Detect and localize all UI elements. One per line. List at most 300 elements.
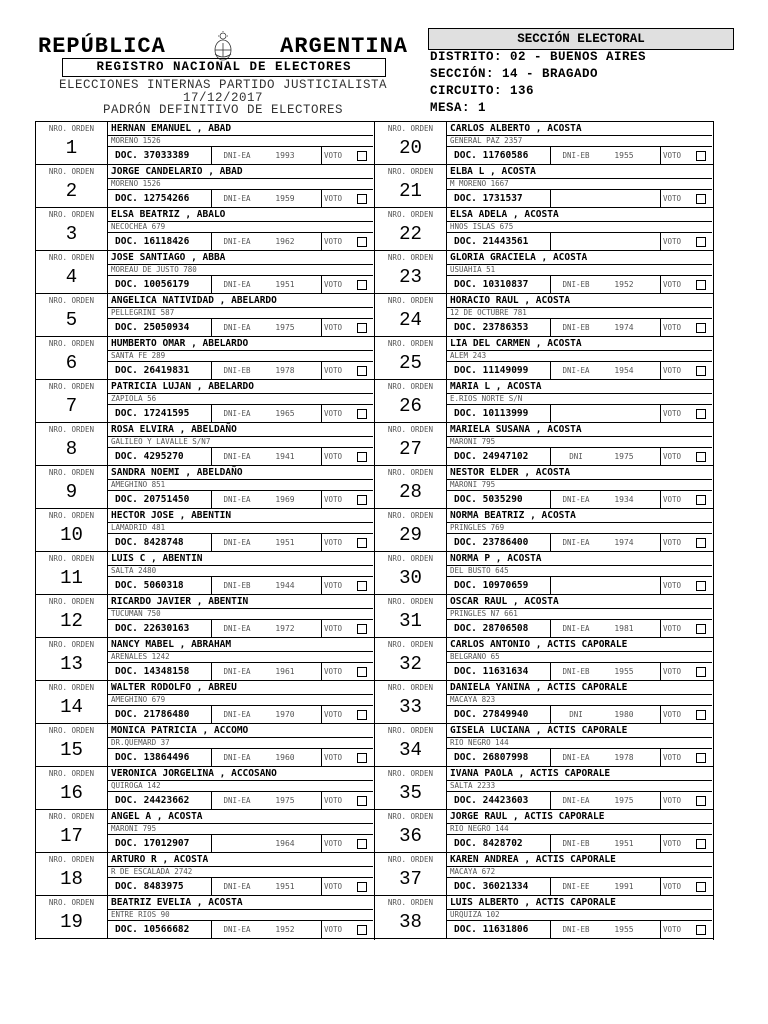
document-number: DOC. 8428702 (454, 838, 523, 849)
divider (321, 448, 322, 465)
document-row (108, 576, 373, 594)
voter-record (36, 122, 374, 165)
document-number: DOC. 24423662 (115, 795, 190, 806)
voter-address: AMEGHINO 851 (111, 480, 166, 489)
voter-record (375, 638, 713, 681)
voto-label: VOTO (663, 925, 682, 934)
voter-record (36, 853, 374, 896)
orden-cell (375, 896, 447, 938)
divider (660, 878, 661, 895)
document-type: DNI-EA (223, 882, 251, 891)
voto-checkbox[interactable] (696, 409, 706, 419)
divider (660, 663, 661, 680)
voter-address: LAMADRID 481 (111, 523, 166, 532)
voter-name: NORMA P , ACOSTA (450, 553, 542, 564)
document-type: DNI-EA (223, 280, 251, 289)
voter-address: QUIROGA 142 (111, 781, 161, 790)
voter-column-right (375, 122, 713, 940)
orden-number: 37 (399, 868, 422, 890)
orden-number: 16 (60, 782, 83, 804)
document-row (447, 404, 712, 422)
voto-label: VOTO (324, 624, 343, 633)
orden-number: 15 (60, 739, 83, 761)
voter-name: HORACIO RAUL , ACOSTA (450, 295, 571, 306)
padron-line: PADRÓN DEFINITIVO DE ELECTORES (102, 103, 344, 117)
voto-checkbox[interactable] (696, 280, 706, 290)
voto-checkbox[interactable] (357, 280, 367, 290)
divider (660, 190, 661, 207)
document-number: DOC. 24947102 (454, 451, 529, 462)
voto-label: VOTO (324, 796, 343, 805)
voto-checkbox[interactable] (696, 710, 706, 720)
voto-checkbox[interactable] (696, 323, 706, 333)
document-row (447, 318, 712, 336)
voto-checkbox[interactable] (357, 495, 367, 505)
divider (321, 362, 322, 379)
birth-year: 1955 (614, 151, 634, 160)
voto-checkbox[interactable] (357, 882, 367, 892)
divider (211, 534, 212, 551)
divider (321, 405, 322, 422)
voter-name: VERONICA JORGELINA , ACCOSANO (111, 768, 277, 779)
birth-year: 1952 (614, 280, 634, 289)
nro-orden-label: NRO. ORDEN (387, 468, 434, 477)
voter-address: M MORENO 1667 (450, 179, 509, 188)
nro-orden-label: NRO. ORDEN (387, 511, 434, 520)
orden-cell (375, 552, 447, 594)
voter-record (36, 380, 374, 423)
document-number: DOC. 26807998 (454, 752, 529, 763)
voto-checkbox[interactable] (357, 581, 367, 591)
document-number: DOC. 26419831 (115, 365, 190, 376)
orden-cell (36, 681, 108, 723)
orden-number: 23 (399, 266, 422, 288)
orden-number: 36 (399, 825, 422, 847)
orden-cell (36, 251, 108, 293)
voter-name: HERNAN EMANUEL , ABAD (111, 123, 232, 134)
title-right: ARGENTINA (280, 33, 408, 59)
voter-record (375, 552, 713, 595)
document-row (447, 490, 712, 508)
divider (211, 405, 212, 422)
document-row (447, 361, 712, 379)
voter-record (36, 208, 374, 251)
voter-record (375, 337, 713, 380)
birth-year: 1951 (275, 882, 295, 891)
divider (660, 147, 661, 164)
orden-number: 20 (399, 137, 422, 159)
divider (660, 405, 661, 422)
document-row (447, 189, 712, 207)
orden-number: 28 (399, 481, 422, 503)
election-line: ELECCIONES INTERNAS PARTIDO JUSTICIALISTA (58, 78, 388, 92)
document-number: DOC. 27849940 (454, 709, 529, 720)
voto-checkbox[interactable] (696, 538, 706, 548)
document-row (447, 576, 712, 594)
voter-record (375, 423, 713, 466)
voto-checkbox[interactable] (357, 452, 367, 462)
document-number: DOC. 5060318 (115, 580, 184, 591)
voter-record (375, 724, 713, 767)
document-row (447, 275, 712, 293)
divider (660, 921, 661, 938)
voto-checkbox[interactable] (696, 151, 706, 161)
document-row (447, 619, 712, 637)
voter-name: MARIA L , ACOSTA (450, 381, 542, 392)
divider (550, 276, 551, 293)
divider (321, 534, 322, 551)
birth-year: 1975 (275, 323, 295, 332)
voto-label: VOTO (324, 452, 343, 461)
voto-label: VOTO (324, 667, 343, 676)
divider (211, 835, 212, 852)
divider (550, 577, 551, 594)
voter-name: ELSA ADELA , ACOSTA (450, 209, 559, 220)
voter-name: ANGEL A , ACOSTA (111, 811, 203, 822)
divider (550, 362, 551, 379)
document-number: DOC. 1731537 (454, 193, 523, 204)
divider (321, 577, 322, 594)
birth-year: 1960 (275, 753, 295, 762)
voto-checkbox[interactable] (696, 194, 706, 204)
nro-orden-label: NRO. ORDEN (48, 812, 95, 821)
document-number: DOC. 11631634 (454, 666, 529, 677)
document-type: DNI-EA (562, 753, 590, 762)
birth-year: 1951 (275, 538, 295, 547)
birth-year: 1978 (275, 366, 295, 375)
orden-number: 10 (60, 524, 83, 546)
voter-address: SANTA FE 289 (111, 351, 166, 360)
orden-number: 24 (399, 309, 422, 331)
voto-checkbox[interactable] (357, 366, 367, 376)
birth-year: 1944 (275, 581, 295, 590)
document-type: DNI-EA (562, 796, 590, 805)
document-type: DNI (569, 710, 583, 719)
voto-checkbox[interactable] (357, 667, 367, 677)
voto-checkbox[interactable] (696, 452, 706, 462)
orden-cell (375, 122, 447, 164)
divider (660, 276, 661, 293)
birth-year: 1978 (614, 753, 634, 762)
voter-address: PELLEGRINI 587 (111, 308, 175, 317)
voter-name: JORGE RAUL , ACTIS CAPORALE (450, 811, 605, 822)
voter-address: RIO NEGRO 144 (450, 738, 509, 747)
voter-record (375, 122, 713, 165)
voter-record (375, 165, 713, 208)
voto-label: VOTO (663, 753, 682, 762)
document-number: DOC. 37033389 (115, 150, 190, 161)
document-row (108, 748, 373, 766)
divider (321, 878, 322, 895)
voto-checkbox[interactable] (357, 753, 367, 763)
nro-orden-label: NRO. ORDEN (387, 683, 434, 692)
voter-record (375, 810, 713, 853)
document-row (108, 877, 373, 895)
document-number: DOC. 25050934 (115, 322, 190, 333)
voter-name: KAREN ANDREA , ACTIS CAPORALE (450, 854, 616, 865)
voto-label: VOTO (663, 581, 682, 590)
orden-number: 9 (65, 481, 78, 503)
divider (660, 620, 661, 637)
document-number: DOC. 17241595 (115, 408, 190, 419)
voter-address: MACAYA 672 (450, 867, 496, 876)
birth-year: 1965 (275, 409, 295, 418)
document-row (108, 404, 373, 422)
orden-cell (375, 681, 447, 723)
voto-checkbox[interactable] (357, 409, 367, 419)
birth-year: 1962 (275, 237, 295, 246)
voto-label: VOTO (324, 925, 343, 934)
nro-orden-label: NRO. ORDEN (387, 124, 434, 133)
divider (321, 749, 322, 766)
voto-label: VOTO (663, 366, 682, 375)
document-type: DNI-EA (223, 753, 251, 762)
birth-year: 1941 (275, 452, 295, 461)
voto-checkbox[interactable] (357, 796, 367, 806)
orden-number: 8 (65, 438, 78, 460)
voter-name: CARLOS ANTONIO , ACTIS CAPORALE (450, 639, 628, 650)
voter-record (375, 509, 713, 552)
voto-label: VOTO (324, 839, 343, 848)
voter-record (36, 552, 374, 595)
voto-checkbox[interactable] (357, 323, 367, 333)
voto-checkbox[interactable] (696, 366, 706, 376)
voto-checkbox[interactable] (696, 796, 706, 806)
document-type: DNI-EA (223, 151, 251, 160)
document-number: DOC. 28706508 (454, 623, 529, 634)
orden-number: 33 (399, 696, 422, 718)
divider (550, 921, 551, 938)
voto-checkbox[interactable] (357, 839, 367, 849)
nro-orden-label: NRO. ORDEN (387, 898, 434, 907)
document-type: DNI-EA (562, 624, 590, 633)
document-row (108, 791, 373, 809)
document-type: DNI-EA (223, 667, 251, 676)
document-number: DOC. 24423603 (454, 795, 529, 806)
document-row (447, 662, 712, 680)
divider (550, 792, 551, 809)
voto-label: VOTO (324, 151, 343, 160)
document-number: DOC. 12754266 (115, 193, 190, 204)
document-type: DNI-EA (223, 194, 251, 203)
document-type: DNI-EA (223, 237, 251, 246)
voto-checkbox[interactable] (696, 624, 706, 634)
divider (211, 319, 212, 336)
document-number: DOC. 8428748 (115, 537, 184, 548)
orden-cell (375, 595, 447, 637)
divider (550, 448, 551, 465)
voto-checkbox[interactable] (696, 237, 706, 247)
divider (321, 835, 322, 852)
nro-orden-label: NRO. ORDEN (387, 855, 434, 864)
nro-orden-label: NRO. ORDEN (387, 296, 434, 305)
divider (550, 147, 551, 164)
voto-checkbox[interactable] (696, 753, 706, 763)
voter-name: CARLOS ALBERTO , ACOSTA (450, 123, 582, 134)
orden-number: 18 (60, 868, 83, 890)
voter-name: NANCY MABEL , ABRAHAM (111, 639, 232, 650)
voto-label: VOTO (324, 194, 343, 203)
nro-orden-label: NRO. ORDEN (387, 425, 434, 434)
document-row (447, 748, 712, 766)
divider (660, 362, 661, 379)
voto-checkbox[interactable] (696, 882, 706, 892)
divider (211, 792, 212, 809)
birth-year: 1981 (614, 624, 634, 633)
orden-cell (375, 767, 447, 809)
document-type: DNI-EB (223, 581, 251, 590)
voto-checkbox[interactable] (357, 925, 367, 935)
orden-cell (375, 423, 447, 465)
orden-number: 19 (60, 911, 83, 933)
voter-record (36, 251, 374, 294)
voto-checkbox[interactable] (357, 624, 367, 634)
voter-address: PRINGLES 769 (450, 523, 505, 532)
birth-year: 1951 (275, 280, 295, 289)
voto-label: VOTO (663, 280, 682, 289)
orden-cell (375, 337, 447, 379)
orden-number: 7 (65, 395, 78, 417)
document-number: DOC. 11760586 (454, 150, 529, 161)
document-type: DNI-EA (562, 538, 590, 547)
voter-record (36, 509, 374, 552)
document-type: DNI-EB (562, 280, 590, 289)
divider (550, 491, 551, 508)
voto-label: VOTO (663, 495, 682, 504)
document-number: DOC. 14348158 (115, 666, 190, 677)
document-row (108, 662, 373, 680)
voter-name: MARIELA SUSANA , ACOSTA (450, 424, 582, 435)
voter-address: AMEGHINO 679 (111, 695, 166, 704)
document-row (447, 920, 712, 938)
nro-orden-label: NRO. ORDEN (48, 382, 95, 391)
voter-name: OSCAR RAUL , ACOSTA (450, 596, 559, 607)
voter-name: NESTOR ELDER , ACOSTA (450, 467, 571, 478)
divider (660, 835, 661, 852)
divider (211, 878, 212, 895)
document-number: DOC. 23786400 (454, 537, 529, 548)
orden-cell (36, 810, 108, 852)
orden-cell (36, 208, 108, 250)
divider (321, 921, 322, 938)
nro-orden-label: NRO. ORDEN (387, 640, 434, 649)
document-number: DOC. 22630163 (115, 623, 190, 634)
nro-orden-label: NRO. ORDEN (48, 554, 95, 563)
orden-cell (36, 767, 108, 809)
voto-checkbox[interactable] (357, 151, 367, 161)
birth-year: 1980 (614, 710, 634, 719)
nro-orden-label: NRO. ORDEN (48, 425, 95, 434)
document-number: DOC. 10113999 (454, 408, 529, 419)
voter-name: ELSA BEATRIZ , ABALO (111, 209, 226, 220)
document-number: DOC. 16118426 (115, 236, 190, 247)
voter-name: BEATRIZ EVELIA , ACOSTA (111, 897, 243, 908)
birth-year: 1991 (614, 882, 634, 891)
voter-record (375, 853, 713, 896)
document-number: DOC. 10056179 (115, 279, 190, 290)
orden-number: 25 (399, 352, 422, 374)
document-number: DOC. 4295270 (115, 451, 184, 462)
voto-label: VOTO (663, 237, 682, 246)
voter-record (375, 595, 713, 638)
nro-orden-label: NRO. ORDEN (48, 210, 95, 219)
nro-orden-label: NRO. ORDEN (387, 812, 434, 821)
divider (550, 706, 551, 723)
voter-record (36, 165, 374, 208)
orden-cell (375, 638, 447, 680)
divider (550, 835, 551, 852)
document-row (447, 834, 712, 852)
divider (321, 147, 322, 164)
divider (550, 878, 551, 895)
divider (211, 620, 212, 637)
voto-checkbox[interactable] (357, 194, 367, 204)
document-type: DNI-EB (562, 925, 590, 934)
divider (660, 534, 661, 551)
divider (660, 577, 661, 594)
document-type: DNI (569, 452, 583, 461)
nro-orden-label: NRO. ORDEN (48, 167, 95, 176)
voto-checkbox[interactable] (357, 538, 367, 548)
nro-orden-label: NRO. ORDEN (48, 898, 95, 907)
voter-address: MARONI 795 (111, 824, 157, 833)
voto-label: VOTO (663, 710, 682, 719)
voto-checkbox[interactable] (696, 667, 706, 677)
birth-year: 1975 (275, 796, 295, 805)
orden-cell (375, 251, 447, 293)
voto-label: VOTO (324, 882, 343, 891)
voto-label: VOTO (324, 237, 343, 246)
seccion-electoral-box: SECCIÓN ELECTORAL (428, 28, 734, 50)
seccion: SECCIÓN: 14 - BRAGADO (430, 67, 599, 81)
orden-cell (36, 509, 108, 551)
voto-checkbox[interactable] (696, 839, 706, 849)
voto-checkbox[interactable] (357, 710, 367, 720)
nro-orden-label: NRO. ORDEN (48, 597, 95, 606)
voter-address: RIO NEGRO 144 (450, 824, 509, 833)
document-number: DOC. 36021334 (454, 881, 529, 892)
voto-checkbox[interactable] (696, 581, 706, 591)
voto-label: VOTO (324, 280, 343, 289)
voter-record (375, 896, 713, 939)
orden-number: 32 (399, 653, 422, 675)
divider (550, 663, 551, 680)
voter-address: MARONI 795 (450, 437, 496, 446)
voter-name: GLORIA GRACIELA , ACOSTA (450, 252, 588, 263)
document-row (108, 318, 373, 336)
orden-cell (36, 638, 108, 680)
orden-number: 13 (60, 653, 83, 675)
birth-year: 1954 (614, 366, 634, 375)
document-type: DNI-EA (223, 925, 251, 934)
orden-cell (36, 337, 108, 379)
document-type: DNI-EB (562, 667, 590, 676)
voter-address: ARENALES 1242 (111, 652, 170, 661)
voter-name: DANIELA YANINA , ACTIS CAPORALE (450, 682, 628, 693)
voto-checkbox[interactable] (357, 237, 367, 247)
voto-checkbox[interactable] (696, 495, 706, 505)
divider (660, 491, 661, 508)
orden-number: 1 (65, 137, 78, 159)
divider (321, 276, 322, 293)
voto-checkbox[interactable] (696, 925, 706, 935)
orden-cell (36, 552, 108, 594)
divider (211, 577, 212, 594)
nro-orden-label: NRO. ORDEN (48, 640, 95, 649)
orden-cell (36, 294, 108, 336)
voter-address: DEL BUSTO 645 (450, 566, 509, 575)
nro-orden-label: NRO. ORDEN (387, 597, 434, 606)
